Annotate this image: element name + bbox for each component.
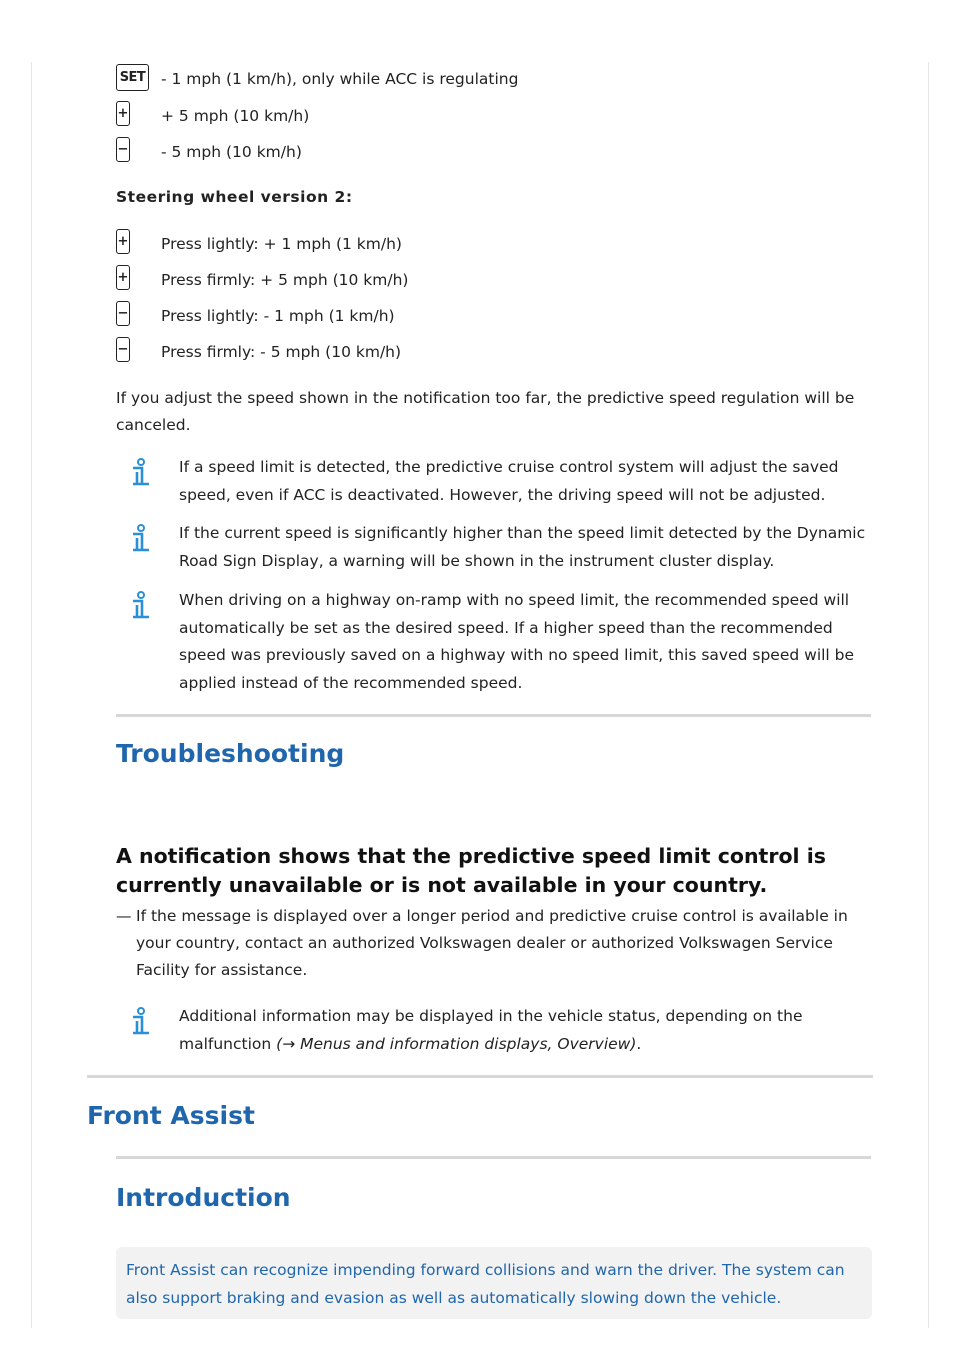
note-text: When driving on a highway on-ramp with no speed limit, the recommended speed will automatically be set as the desired speed. If a higher speed than the recommended speed was previously saved on a highway with no speed limit, this saved speed will be applied instead of the recommended speed. [179,591,855,692]
note-end: . [636,1034,642,1053]
control-description: - 5 mph (10 km/h) [161,143,302,161]
control-description: Press firmly: - 5 mph (10 km/h) [161,343,402,361]
plus-button-icon: + [116,101,130,126]
control-description: Press lightly: + 1 mph (1 km/h) [161,235,402,253]
introduction-heading: Introduction [116,1183,291,1212]
page-border-right [928,62,929,1328]
note-text: If the current speed is significantly higher than the speed limit detected by the Dynamic Road Sign Display, a warning will be shown in the instrument cluster display. [179,524,866,570]
set-button-icon: SET [116,64,149,91]
control-description: Press lightly: - 1 mph (1 km/h) [161,307,395,325]
info-icon [130,591,152,621]
page-border-left [31,62,32,1328]
introduction-box [116,1247,872,1319]
action-text: If the message is displayed over a longer period and predictive cruise control is available in your country, contact an authorized Volkswagen dealer or authorized Volkswagen Service Facility for assistance. [136,907,848,979]
section-divider [87,1075,873,1078]
minus-button-icon: − [116,137,130,162]
info-icon [130,1007,152,1037]
minus-button-icon: − [116,301,130,326]
plus-button-icon: + [116,265,130,290]
cross-reference-link[interactable]: (→ Menus and information displays, Overview) [276,1034,637,1053]
steering-wheel-v2-heading: Steering wheel version 2: [116,188,353,206]
introduction-text: Front Assist can recognize impending forward collisions and warn the driver. The system can also support braking and evasion as well as automatically slowing down the vehicle. [126,1261,845,1307]
info-icon [130,458,152,488]
minus-button-icon: − [116,337,130,362]
section-divider [116,1156,871,1159]
note-body: Additional information may be displayed in the vehicle status, depending on the malfunction [179,1007,803,1053]
action-item [116,903,856,984]
control-description: - 1 mph (1 km/h), only while ACC is regulating [161,70,519,88]
dash-bullet: — [116,907,132,925]
front-assist-heading: Front Assist [87,1101,255,1130]
section-divider [116,714,871,717]
troubleshooting-heading: Troubleshooting [116,739,345,768]
adjust-speed-paragraph: If you adjust the speed shown in the notification too far, the predictive speed regulation will be canceled. [116,389,855,434]
note-text: If a speed limit is detected, the predictive cruise control system will adjust the saved speed, even if ACC is deactivated. However, the driving speed will not be adjusted. [179,458,839,504]
note-text [179,1003,869,1058]
control-description: + 5 mph (10 km/h) [161,107,310,125]
plus-button-icon: + [116,229,130,254]
info-icon [130,524,152,554]
control-description: Press firmly: + 5 mph (10 km/h) [161,271,409,289]
notification-subheading: A notification shows that the predictive speed limit control is currently unavailable or is not available in your country. [116,844,826,897]
